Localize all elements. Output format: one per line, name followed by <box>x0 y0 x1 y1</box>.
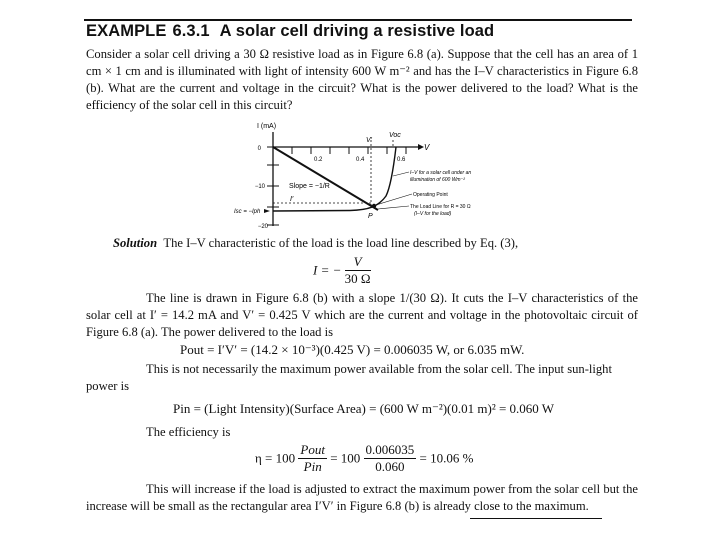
i-prime-label: I′ <box>290 196 294 203</box>
problem-statement: Consider a solar cell driving a 30 Ω resistive load as in Figure 6.8 (a). Suppose that the cell has an area of 1 cm × 1 cm and is illuminated with light of intensity 600 W m⁻² and has the I–V characteristics in Figure 6.8 (b). What are the current and voltage in the circuit? What is the power delivered to the load? What is the efficiency of the solar cell in this circuit? <box>86 47 638 112</box>
operating-point-label: P <box>368 213 373 220</box>
operating-point-marker <box>372 204 376 208</box>
x-tick-label: 0.2 <box>314 157 323 163</box>
x-axis-label: V <box>424 143 430 152</box>
eq1-denominator: 30 Ω <box>344 271 371 286</box>
example-title: A solar cell driving a resistive load <box>219 22 495 40</box>
solution-intro: The I–V characteristic of the load is the load line described by Eq. (3), <box>163 236 519 250</box>
efficiency-label: The efficiency is <box>146 425 231 439</box>
iv-curve-annotation: I–V for a solar cell under an <box>410 170 472 176</box>
isc-label: Isc = −Iph <box>234 209 261 215</box>
iv-curve-annotation: illumination of 600 Wm⁻² <box>410 177 465 183</box>
power-in-equation: Pin = (Light Intensity)(Surface Area) = (600 W m⁻²)(0.01 m)² = 0.060 W <box>173 401 555 416</box>
isc-arrow-icon <box>264 209 270 213</box>
eq4-frac1-numerator: Pout <box>300 442 325 457</box>
eq1-fraction <box>345 254 371 287</box>
eq4-frac2-numerator: 0.006035 <box>365 442 415 457</box>
x-tick-label: 0.4 <box>356 157 365 163</box>
solution-intro-line <box>113 236 518 251</box>
load-line-leader <box>378 206 409 209</box>
operating-point-annotation: Operating Point <box>413 192 448 198</box>
eq4-mid: = 100 <box>330 450 361 466</box>
eq1-lhs: I = − <box>313 262 342 278</box>
solution-paragraph-2: The line is drawn in Figure 6.8 (b) with a slope 1/(30 Ω). It cuts the I–V characteristics of the solar cell at I′ = 14.2 mA and V′ = 0.425 V which are the current and voltage in the photovoltaic circuit of Figure 6.8 (a). The power delivered to the load is <box>86 291 638 339</box>
load-line-annotation: The Load Line for R = 30 Ω <box>410 204 471 210</box>
eq4-fraction-1 <box>298 442 327 475</box>
slope-label: Slope = −1/R <box>289 183 330 190</box>
eq4-lhs: η = 100 <box>255 450 296 466</box>
example-number: 6.3.1 <box>172 22 210 40</box>
eq4-rhs: = 10.06 % <box>419 450 474 466</box>
power-out-equation: Pout = I′V′ = (14.2 × 10⁻³)(0.425 V) = 0.006035 W, or 6.035 mW. <box>180 342 525 357</box>
y-tick-label: 0 <box>257 146 261 152</box>
iv-curve-leader <box>393 172 409 176</box>
eq1-numerator: V <box>345 254 371 271</box>
eq4-frac1-denominator: Pin <box>303 459 322 474</box>
eq4-fraction-2 <box>364 442 417 475</box>
efficiency-equation <box>255 442 473 475</box>
y-axis-label: I (mA) <box>257 123 277 130</box>
eq4-frac2-denominator: 0.060 <box>375 459 405 474</box>
load-line-annotation: (I–V for the load) <box>414 211 452 217</box>
solution-paragraph-3-line-1: This is not necessarily the maximum power available from the solar cell. The input sun-light <box>146 362 612 376</box>
y-tick-label: −20 <box>257 224 268 230</box>
voc-label: Voc <box>389 132 401 139</box>
solution-paragraph-4: This will increase if the load is adjusted to extract the maximum power from the solar cell but the increase will be small as the rectangular area I′V′ in Figure 6.8 (b) is already close to the maximum. <box>86 482 638 513</box>
y-tick-label: −10 <box>254 184 265 190</box>
x-tick-label: 0.6 <box>397 157 406 163</box>
load-line-equation <box>313 254 371 287</box>
solution-paragraph-3-line-2: power is <box>86 379 130 393</box>
example-label: EXAMPLE <box>86 22 167 40</box>
top-rule <box>84 19 632 21</box>
example-heading <box>86 22 494 41</box>
v-prime-label: V′ <box>366 137 372 144</box>
solution-label: Solution <box>113 236 158 250</box>
iv-figure <box>210 114 510 230</box>
bottom-rule <box>470 518 602 519</box>
operating-point-leader <box>376 194 412 205</box>
